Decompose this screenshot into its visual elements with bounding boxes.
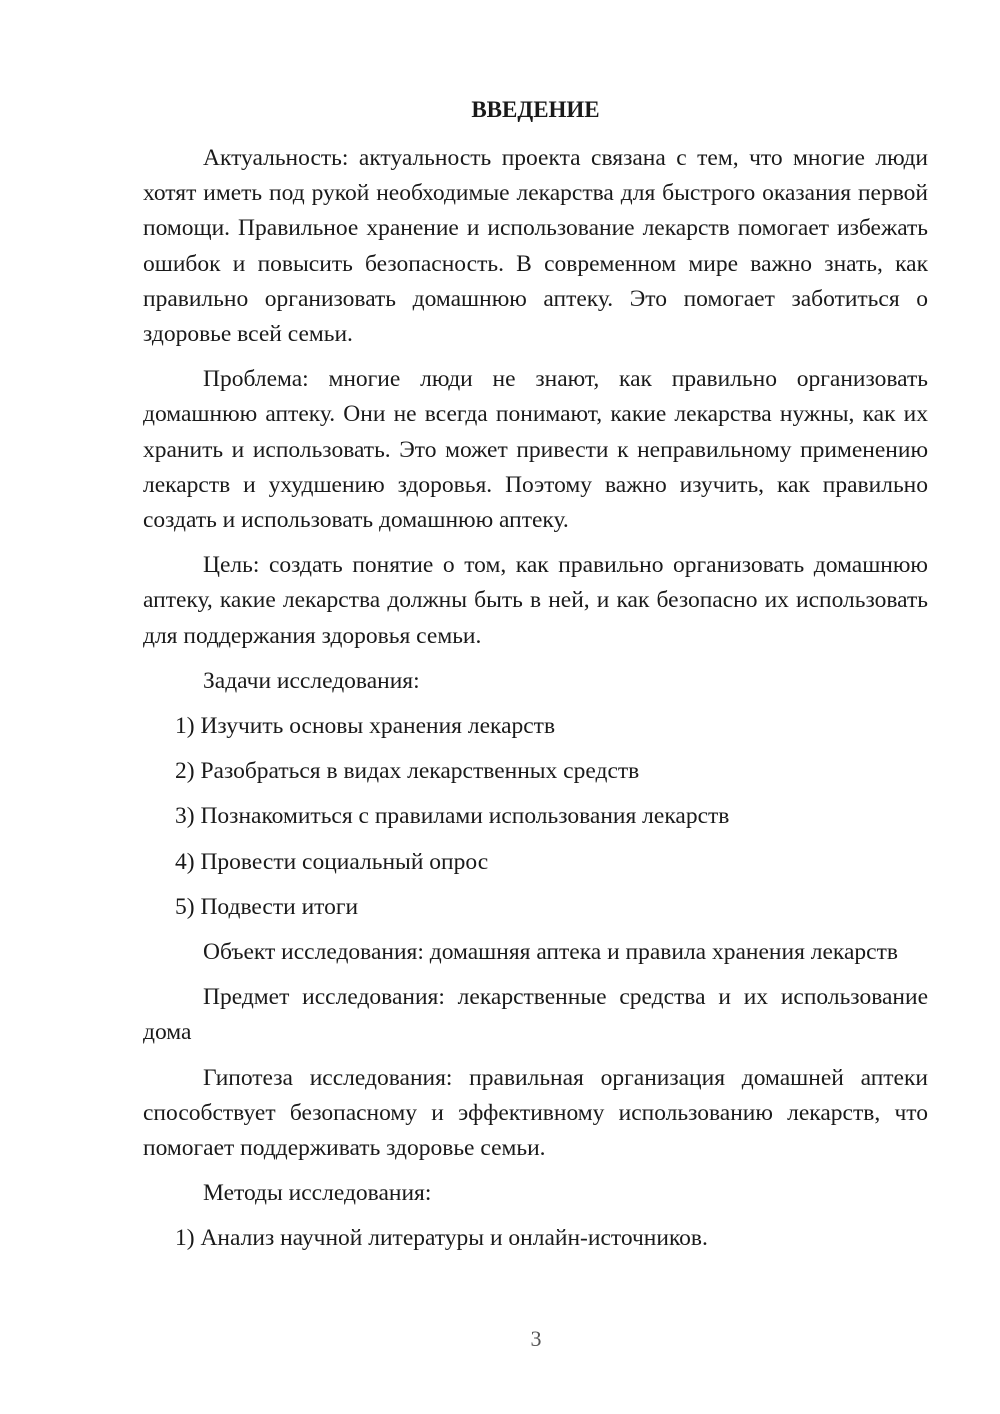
task-item: 4) Провести социальный опрос <box>175 848 489 875</box>
tasks-heading: Задачи исследования: <box>203 667 420 694</box>
subject-paragraph: Предмет исследования: лекарственные средства и их использование дома <box>143 984 928 1046</box>
task-item: 3) Познакомиться с правилами использования лекарств <box>175 803 730 830</box>
tasks-list <box>143 709 928 925</box>
task-item: 1) Изучить основы хранения лекарств <box>175 713 556 740</box>
methods-heading: Методы исследования: <box>203 1180 432 1207</box>
method-item: 1) Анализ научной литературы и онлайн-источников. <box>175 1225 708 1252</box>
problem-paragraph: Проблема: многие люди не знают, как правильно организовать домашнюю аптеку. Они не всегда понимают, какие лекарства нужны, как их хранить и использовать. Это может привести к неправильному применению лекарств и ухудшению здоровья. Поэтому важно изучить, как правильно создать и использовать домашнюю аптеку. <box>143 366 928 534</box>
page-title: ВВЕДЕНИЕ <box>471 97 600 122</box>
page-number: 3 <box>530 1326 542 1351</box>
task-item: 2) Разобраться в видах лекарственных средств <box>175 758 640 785</box>
hypothesis-paragraph: Гипотеза исследования: правильная организация домашней аптеки способствует безопасному и эффективному использованию лекарств, что помогает поддерживать здоровье семьи. <box>143 1064 928 1162</box>
object-paragraph: Объект исследования: домашняя аптека и правила хранения лекарств <box>203 939 898 966</box>
relevance-paragraph: Актуальность: актуальность проекта связана с тем, что многие люди хотят иметь под рукой необходимые лекарства для быстрого оказания первой помощи. Правильное хранение и использование лекарств помогает избежать ошибок и повысить безопасность. В современном мире важно знать, как правильно организовать домашнюю аптеку. Это помогает заботиться о здоровье всей семьи. <box>143 145 928 348</box>
task-item: 5) Подвести итоги <box>175 893 359 920</box>
goal-paragraph: Цель: создать понятие о том, как правильно организовать домашнюю аптеку, какие лекарства должны быть в ней, и как безопасно их использовать для поддержания здоровья семьи. <box>143 552 928 649</box>
page-content <box>143 92 928 1267</box>
methods-list <box>143 1221 928 1256</box>
